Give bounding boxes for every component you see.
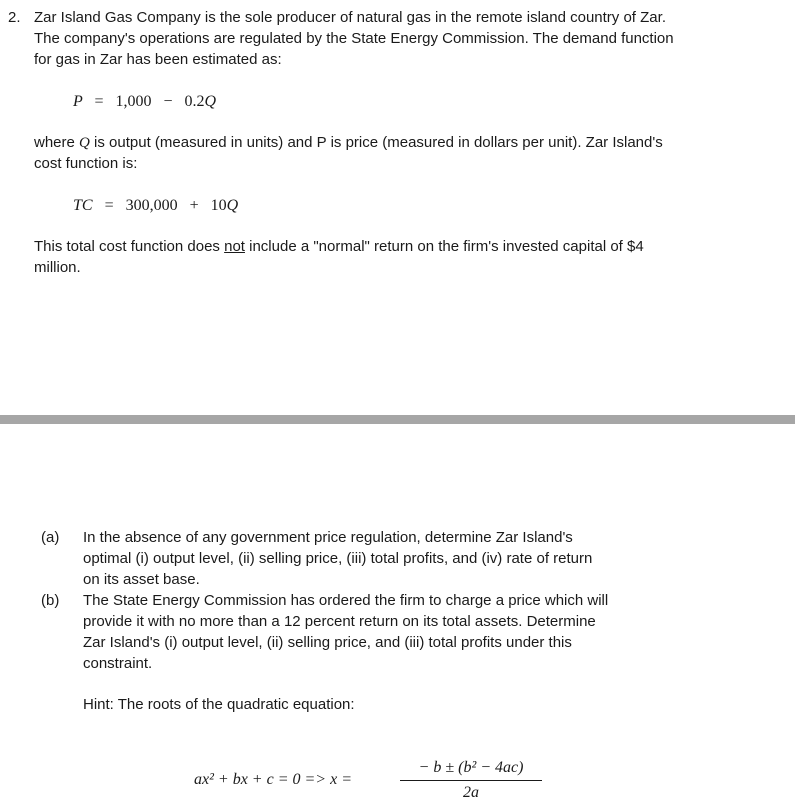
where-text-post: is output (measured in units) and P is price (measured in dollars per unit). Zar Island's — [89, 134, 663, 151]
demand-eq-lhs: P — [73, 93, 83, 110]
formula-lhs: ax² + bx + c = 0 => x = — [194, 771, 352, 788]
note-line-2: million. — [34, 259, 81, 276]
cost-eq-coef: 10 — [210, 197, 227, 214]
where-line-1 — [34, 133, 663, 153]
where-text-pre: where — [34, 134, 80, 151]
part-b-line-4: constraint. — [83, 655, 153, 672]
where-q-symbol: Q — [79, 135, 90, 151]
cost-eq-equals: = — [104, 197, 114, 214]
fraction-bar — [400, 780, 542, 781]
formula-numerator: − b ± (b² − 4ac) — [418, 759, 524, 776]
page-divider — [0, 415, 795, 424]
intro-line-3: for gas in Zar has been estimated as: — [34, 51, 282, 68]
where-line-2: cost function is: — [34, 155, 138, 172]
cost-eq-lhs: TC — [73, 197, 93, 214]
part-a-line-2: optimal (i) output level, (ii) selling price, (iii) total profits, and (iv) rate of return — [83, 550, 593, 567]
hint-text: Hint: The roots of the quadratic equation: — [83, 696, 355, 713]
note-line-1 — [34, 237, 644, 257]
note-text-pre: This total cost function does — [34, 238, 225, 255]
part-b-line-3: Zar Island's (i) output level, (ii) selling price, and (iii) total profits under this — [83, 634, 572, 651]
demand-equation — [73, 92, 216, 112]
cost-equation — [73, 196, 238, 216]
part-b-line-2: provide it with no more than a 12 percent return on its total assets. Determine — [83, 613, 596, 630]
demand-eq-minus: − — [163, 93, 173, 110]
part-b-line-1: The State Energy Commission has ordered the firm to charge a price which will — [83, 592, 609, 609]
part-a-label: (a) — [41, 529, 60, 546]
intro-line-1: Zar Island Gas Company is the sole producer of natural gas in the remote island country of Zar. — [34, 9, 666, 26]
formula-denominator: 2a — [463, 784, 479, 801]
part-b-label: (b) — [41, 592, 60, 609]
demand-eq-constant: 1,000 — [115, 93, 152, 110]
cost-eq-var: Q — [226, 197, 239, 214]
question-number: 2. — [8, 9, 21, 26]
cost-eq-plus: + — [189, 197, 199, 214]
part-a-line-3: on its asset base. — [83, 571, 200, 588]
cost-eq-constant: 300,000 — [125, 197, 178, 214]
demand-eq-equals: = — [94, 93, 104, 110]
part-a-line-1: In the absence of any government price regulation, determine Zar Island's — [83, 529, 573, 546]
note-text-post: include a "normal" return on the firm's invested capital of $4 — [244, 238, 644, 255]
intro-line-2: The company's operations are regulated by the State Energy Commission. The demand function — [34, 30, 674, 47]
demand-eq-coef: 0.2 — [184, 93, 205, 110]
note-underlined-word: not — [224, 238, 245, 255]
demand-eq-var: Q — [204, 93, 217, 110]
